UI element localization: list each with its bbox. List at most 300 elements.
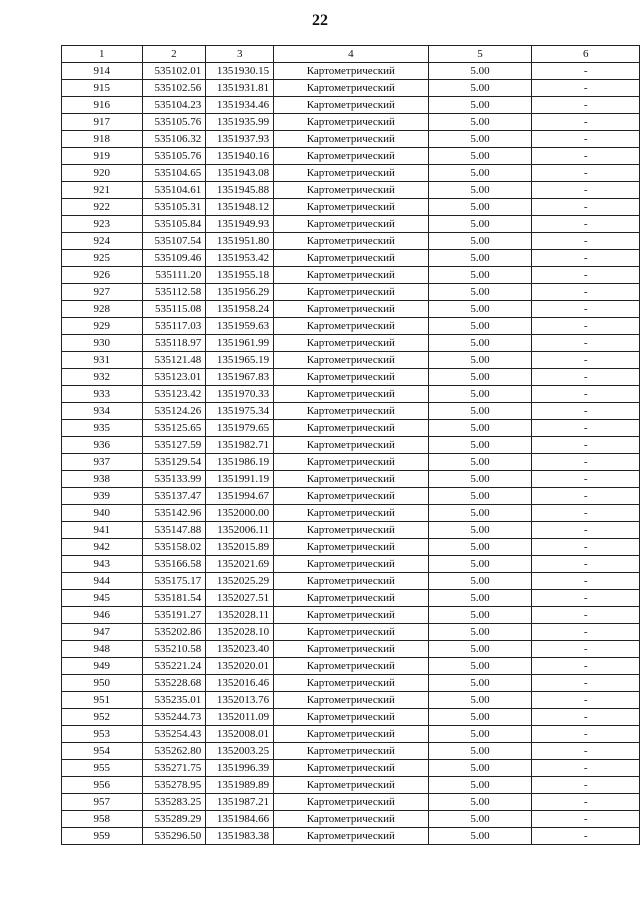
y-coordinate-cell: 1352028.10: [206, 624, 274, 641]
y-coordinate-cell: 1352027.51: [206, 590, 274, 607]
x-coordinate-cell: 535115.08: [142, 301, 206, 318]
table-row: [62, 539, 640, 556]
point-number-cell: 928: [62, 301, 143, 318]
description-cell: -: [532, 199, 640, 216]
point-number-cell: 949: [62, 658, 143, 675]
accuracy-cell: 5.00: [428, 675, 532, 692]
y-coordinate-cell: 1351965.19: [206, 352, 274, 369]
y-coordinate-cell: 1351934.46: [206, 97, 274, 114]
point-number-cell: 955: [62, 760, 143, 777]
accuracy-cell: 5.00: [428, 284, 532, 301]
accuracy-cell: 5.00: [428, 369, 532, 386]
description-cell: -: [532, 335, 640, 352]
point-number-cell: 924: [62, 233, 143, 250]
description-cell: -: [532, 284, 640, 301]
point-number-cell: 940: [62, 505, 143, 522]
method-cell: Картометрический: [274, 692, 428, 709]
method-cell: Картометрический: [274, 233, 428, 250]
method-cell: Картометрический: [274, 420, 428, 437]
x-coordinate-cell: 535210.58: [142, 641, 206, 658]
description-cell: -: [532, 726, 640, 743]
x-coordinate-cell: 535278.95: [142, 777, 206, 794]
table-row: [62, 471, 640, 488]
point-number-cell: 925: [62, 250, 143, 267]
point-number-cell: 926: [62, 267, 143, 284]
column-header-2: 2: [142, 46, 206, 63]
description-cell: -: [532, 658, 640, 675]
method-cell: Картометрический: [274, 811, 428, 828]
point-number-cell: 939: [62, 488, 143, 505]
table-row: [62, 335, 640, 352]
x-coordinate-cell: 535102.01: [142, 63, 206, 80]
accuracy-cell: 5.00: [428, 828, 532, 845]
method-cell: Картометрический: [274, 641, 428, 658]
point-number-cell: 935: [62, 420, 143, 437]
table-row: [62, 488, 640, 505]
method-cell: Картометрический: [274, 488, 428, 505]
accuracy-cell: 5.00: [428, 63, 532, 80]
x-coordinate-cell: 535289.29: [142, 811, 206, 828]
point-number-cell: 931: [62, 352, 143, 369]
description-cell: -: [532, 811, 640, 828]
point-number-cell: 946: [62, 607, 143, 624]
accuracy-cell: 5.00: [428, 556, 532, 573]
column-header-3: 3: [206, 46, 274, 63]
point-number-cell: 915: [62, 80, 143, 97]
description-cell: -: [532, 267, 640, 284]
x-coordinate-cell: 535235.01: [142, 692, 206, 709]
method-cell: Картометрический: [274, 352, 428, 369]
method-cell: Картометрический: [274, 556, 428, 573]
x-coordinate-cell: 535106.32: [142, 131, 206, 148]
accuracy-cell: 5.00: [428, 658, 532, 675]
description-cell: -: [532, 454, 640, 471]
method-cell: Картометрический: [274, 199, 428, 216]
method-cell: Картометрический: [274, 437, 428, 454]
x-coordinate-cell: 535117.03: [142, 318, 206, 335]
method-cell: Картометрический: [274, 522, 428, 539]
point-number-cell: 930: [62, 335, 143, 352]
point-number-cell: 920: [62, 165, 143, 182]
x-coordinate-cell: 535202.86: [142, 624, 206, 641]
accuracy-cell: 5.00: [428, 573, 532, 590]
table-row: [62, 80, 640, 97]
description-cell: -: [532, 556, 640, 573]
header-row: [62, 46, 640, 63]
y-coordinate-cell: 1351943.08: [206, 165, 274, 182]
point-number-cell: 948: [62, 641, 143, 658]
description-cell: -: [532, 522, 640, 539]
y-coordinate-cell: 1352000.00: [206, 505, 274, 522]
description-cell: -: [532, 607, 640, 624]
table-row: [62, 63, 640, 80]
x-coordinate-cell: 535228.68: [142, 675, 206, 692]
point-number-cell: 916: [62, 97, 143, 114]
x-coordinate-cell: 535166.58: [142, 556, 206, 573]
description-cell: -: [532, 301, 640, 318]
method-cell: Картометрический: [274, 777, 428, 794]
table-row: [62, 607, 640, 624]
accuracy-cell: 5.00: [428, 505, 532, 522]
description-cell: -: [532, 471, 640, 488]
description-cell: -: [532, 318, 640, 335]
description-cell: -: [532, 182, 640, 199]
table-row: [62, 114, 640, 131]
point-number-cell: 941: [62, 522, 143, 539]
accuracy-cell: 5.00: [428, 777, 532, 794]
point-number-cell: 954: [62, 743, 143, 760]
method-cell: Картометрический: [274, 743, 428, 760]
accuracy-cell: 5.00: [428, 794, 532, 811]
method-cell: Картометрический: [274, 505, 428, 522]
description-cell: -: [532, 760, 640, 777]
accuracy-cell: 5.00: [428, 539, 532, 556]
y-coordinate-cell: 1351975.34: [206, 403, 274, 420]
description-cell: -: [532, 148, 640, 165]
description-cell: -: [532, 488, 640, 505]
point-number-cell: 952: [62, 709, 143, 726]
point-number-cell: 921: [62, 182, 143, 199]
y-coordinate-cell: 1351959.63: [206, 318, 274, 335]
x-coordinate-cell: 535147.88: [142, 522, 206, 539]
table-row: [62, 148, 640, 165]
point-number-cell: 945: [62, 590, 143, 607]
y-coordinate-cell: 1352023.40: [206, 641, 274, 658]
method-cell: Картометрический: [274, 726, 428, 743]
page-number: 22: [312, 12, 328, 29]
y-coordinate-cell: 1351931.81: [206, 80, 274, 97]
table-row: [62, 131, 640, 148]
x-coordinate-cell: 535175.17: [142, 573, 206, 590]
accuracy-cell: 5.00: [428, 437, 532, 454]
table-row: [62, 505, 640, 522]
point-number-cell: 959: [62, 828, 143, 845]
accuracy-cell: 5.00: [428, 182, 532, 199]
point-number-cell: 923: [62, 216, 143, 233]
point-number-cell: 929: [62, 318, 143, 335]
accuracy-cell: 5.00: [428, 250, 532, 267]
y-coordinate-cell: 1351951.80: [206, 233, 274, 250]
method-cell: Картометрический: [274, 794, 428, 811]
y-coordinate-cell: 1351996.39: [206, 760, 274, 777]
method-cell: Картометрический: [274, 386, 428, 403]
description-cell: -: [532, 641, 640, 658]
description-cell: -: [532, 386, 640, 403]
x-coordinate-cell: 535105.31: [142, 199, 206, 216]
description-cell: -: [532, 437, 640, 454]
x-coordinate-cell: 535105.76: [142, 114, 206, 131]
point-number-cell: 944: [62, 573, 143, 590]
accuracy-cell: 5.00: [428, 335, 532, 352]
method-cell: Картометрический: [274, 658, 428, 675]
accuracy-cell: 5.00: [428, 811, 532, 828]
table-row: [62, 624, 640, 641]
point-number-cell: 956: [62, 777, 143, 794]
x-coordinate-cell: 535221.24: [142, 658, 206, 675]
x-coordinate-cell: 535283.25: [142, 794, 206, 811]
y-coordinate-cell: 1351987.21: [206, 794, 274, 811]
table-row: [62, 726, 640, 743]
point-number-cell: 950: [62, 675, 143, 692]
x-coordinate-cell: 535191.27: [142, 607, 206, 624]
point-number-cell: 938: [62, 471, 143, 488]
y-coordinate-cell: 1352021.69: [206, 556, 274, 573]
table-row: [62, 828, 640, 845]
method-cell: Картометрический: [274, 131, 428, 148]
table-row: [62, 777, 640, 794]
accuracy-cell: 5.00: [428, 97, 532, 114]
x-coordinate-cell: 535104.65: [142, 165, 206, 182]
accuracy-cell: 5.00: [428, 454, 532, 471]
description-cell: -: [532, 505, 640, 522]
point-number-cell: 917: [62, 114, 143, 131]
table-row: [62, 386, 640, 403]
accuracy-cell: 5.00: [428, 709, 532, 726]
point-number-cell: 919: [62, 148, 143, 165]
x-coordinate-cell: 535107.54: [142, 233, 206, 250]
point-number-cell: 951: [62, 692, 143, 709]
x-coordinate-cell: 535127.59: [142, 437, 206, 454]
x-coordinate-cell: 535142.96: [142, 505, 206, 522]
x-coordinate-cell: 535109.46: [142, 250, 206, 267]
accuracy-cell: 5.00: [428, 641, 532, 658]
method-cell: Картометрический: [274, 63, 428, 80]
table-row: [62, 675, 640, 692]
x-coordinate-cell: 535104.61: [142, 182, 206, 199]
table-row: [62, 437, 640, 454]
y-coordinate-cell: 1352003.25: [206, 743, 274, 760]
column-header-6: 6: [532, 46, 640, 63]
accuracy-cell: 5.00: [428, 148, 532, 165]
table-row: [62, 454, 640, 471]
table-row: [62, 794, 640, 811]
description-cell: -: [532, 794, 640, 811]
accuracy-cell: 5.00: [428, 726, 532, 743]
description-cell: -: [532, 675, 640, 692]
y-coordinate-cell: 1351989.89: [206, 777, 274, 794]
table-body: [62, 63, 640, 845]
accuracy-cell: 5.00: [428, 199, 532, 216]
coordinates-table: [61, 45, 640, 845]
point-number-cell: 922: [62, 199, 143, 216]
y-coordinate-cell: 1351949.93: [206, 216, 274, 233]
point-number-cell: 936: [62, 437, 143, 454]
x-coordinate-cell: 535105.76: [142, 148, 206, 165]
point-number-cell: 927: [62, 284, 143, 301]
method-cell: Картометрический: [274, 335, 428, 352]
y-coordinate-cell: 1351930.15: [206, 63, 274, 80]
x-coordinate-cell: 535118.97: [142, 335, 206, 352]
table-row: [62, 233, 640, 250]
point-number-cell: 957: [62, 794, 143, 811]
table-row: [62, 573, 640, 590]
y-coordinate-cell: 1351994.67: [206, 488, 274, 505]
description-cell: -: [532, 165, 640, 182]
accuracy-cell: 5.00: [428, 165, 532, 182]
accuracy-cell: 5.00: [428, 386, 532, 403]
y-coordinate-cell: 1351984.66: [206, 811, 274, 828]
description-cell: -: [532, 216, 640, 233]
y-coordinate-cell: 1351958.24: [206, 301, 274, 318]
point-number-cell: 934: [62, 403, 143, 420]
point-number-cell: 958: [62, 811, 143, 828]
accuracy-cell: 5.00: [428, 607, 532, 624]
description-cell: -: [532, 828, 640, 845]
x-coordinate-cell: 535121.48: [142, 352, 206, 369]
point-number-cell: 942: [62, 539, 143, 556]
method-cell: Картометрический: [274, 216, 428, 233]
column-header-4: 4: [274, 46, 428, 63]
description-cell: -: [532, 692, 640, 709]
y-coordinate-cell: 1352013.76: [206, 692, 274, 709]
table-row: [62, 590, 640, 607]
x-coordinate-cell: 535112.58: [142, 284, 206, 301]
y-coordinate-cell: 1351940.16: [206, 148, 274, 165]
x-coordinate-cell: 535133.99: [142, 471, 206, 488]
y-coordinate-cell: 1351961.99: [206, 335, 274, 352]
description-cell: -: [532, 624, 640, 641]
y-coordinate-cell: 1352006.11: [206, 522, 274, 539]
description-cell: -: [532, 539, 640, 556]
y-coordinate-cell: 1351935.99: [206, 114, 274, 131]
accuracy-cell: 5.00: [428, 692, 532, 709]
description-cell: -: [532, 97, 640, 114]
x-coordinate-cell: 535102.56: [142, 80, 206, 97]
table-row: [62, 641, 640, 658]
accuracy-cell: 5.00: [428, 420, 532, 437]
point-number-cell: 937: [62, 454, 143, 471]
description-cell: -: [532, 403, 640, 420]
x-coordinate-cell: 535104.23: [142, 97, 206, 114]
accuracy-cell: 5.00: [428, 522, 532, 539]
table-row: [62, 267, 640, 284]
description-cell: -: [532, 743, 640, 760]
y-coordinate-cell: 1351991.19: [206, 471, 274, 488]
accuracy-cell: 5.00: [428, 488, 532, 505]
table-row: [62, 709, 640, 726]
accuracy-cell: 5.00: [428, 743, 532, 760]
method-cell: Картометрический: [274, 318, 428, 335]
column-header-1: 1: [62, 46, 143, 63]
method-cell: Картометрический: [274, 539, 428, 556]
table-row: [62, 522, 640, 539]
table-row: [62, 420, 640, 437]
table-row: [62, 250, 640, 267]
method-cell: Картометрический: [274, 471, 428, 488]
table-row: [62, 216, 640, 233]
x-coordinate-cell: 535254.43: [142, 726, 206, 743]
method-cell: Картометрический: [274, 369, 428, 386]
description-cell: -: [532, 80, 640, 97]
accuracy-cell: 5.00: [428, 352, 532, 369]
method-cell: Картометрический: [274, 590, 428, 607]
x-coordinate-cell: 535181.54: [142, 590, 206, 607]
point-number-cell: 943: [62, 556, 143, 573]
description-cell: -: [532, 352, 640, 369]
accuracy-cell: 5.00: [428, 471, 532, 488]
y-coordinate-cell: 1351956.29: [206, 284, 274, 301]
y-coordinate-cell: 1352025.29: [206, 573, 274, 590]
accuracy-cell: 5.00: [428, 590, 532, 607]
y-coordinate-cell: 1351953.42: [206, 250, 274, 267]
table-row: [62, 97, 640, 114]
point-number-cell: 932: [62, 369, 143, 386]
x-coordinate-cell: 535158.02: [142, 539, 206, 556]
table-row: [62, 369, 640, 386]
accuracy-cell: 5.00: [428, 624, 532, 641]
method-cell: Картометрический: [274, 403, 428, 420]
y-coordinate-cell: 1352016.46: [206, 675, 274, 692]
column-header-5: 5: [428, 46, 532, 63]
method-cell: Картометрический: [274, 114, 428, 131]
description-cell: -: [532, 709, 640, 726]
y-coordinate-cell: 1352028.11: [206, 607, 274, 624]
accuracy-cell: 5.00: [428, 267, 532, 284]
x-coordinate-cell: 535123.01: [142, 369, 206, 386]
y-coordinate-cell: 1351955.18: [206, 267, 274, 284]
accuracy-cell: 5.00: [428, 80, 532, 97]
y-coordinate-cell: 1351967.83: [206, 369, 274, 386]
description-cell: -: [532, 369, 640, 386]
y-coordinate-cell: 1351970.33: [206, 386, 274, 403]
method-cell: Картометрический: [274, 760, 428, 777]
table-row: [62, 403, 640, 420]
method-cell: Картометрический: [274, 709, 428, 726]
method-cell: Картометрический: [274, 828, 428, 845]
method-cell: Картометрический: [274, 165, 428, 182]
accuracy-cell: 5.00: [428, 233, 532, 250]
accuracy-cell: 5.00: [428, 403, 532, 420]
x-coordinate-cell: 535111.20: [142, 267, 206, 284]
table-row: [62, 658, 640, 675]
method-cell: Картометрический: [274, 267, 428, 284]
point-number-cell: 914: [62, 63, 143, 80]
point-number-cell: 918: [62, 131, 143, 148]
table-row: [62, 352, 640, 369]
point-number-cell: 947: [62, 624, 143, 641]
method-cell: Картометрический: [274, 454, 428, 471]
table-row: [62, 182, 640, 199]
accuracy-cell: 5.00: [428, 318, 532, 335]
description-cell: -: [532, 573, 640, 590]
table-row: [62, 760, 640, 777]
x-coordinate-cell: 535125.65: [142, 420, 206, 437]
table-row: [62, 199, 640, 216]
table-row: [62, 301, 640, 318]
table-row: [62, 692, 640, 709]
accuracy-cell: 5.00: [428, 301, 532, 318]
coordinates-table-container: [61, 45, 640, 845]
method-cell: Картометрический: [274, 250, 428, 267]
table-row: [62, 811, 640, 828]
description-cell: -: [532, 590, 640, 607]
method-cell: Картометрический: [274, 80, 428, 97]
accuracy-cell: 5.00: [428, 216, 532, 233]
y-coordinate-cell: 1352011.09: [206, 709, 274, 726]
point-number-cell: 933: [62, 386, 143, 403]
description-cell: -: [532, 114, 640, 131]
y-coordinate-cell: 1352020.01: [206, 658, 274, 675]
y-coordinate-cell: 1351937.93: [206, 131, 274, 148]
method-cell: Картометрический: [274, 97, 428, 114]
table-row: [62, 318, 640, 335]
y-coordinate-cell: 1352015.89: [206, 539, 274, 556]
method-cell: Картометрический: [274, 182, 428, 199]
description-cell: -: [532, 420, 640, 437]
table-row: [62, 165, 640, 182]
y-coordinate-cell: 1351979.65: [206, 420, 274, 437]
x-coordinate-cell: 535296.50: [142, 828, 206, 845]
